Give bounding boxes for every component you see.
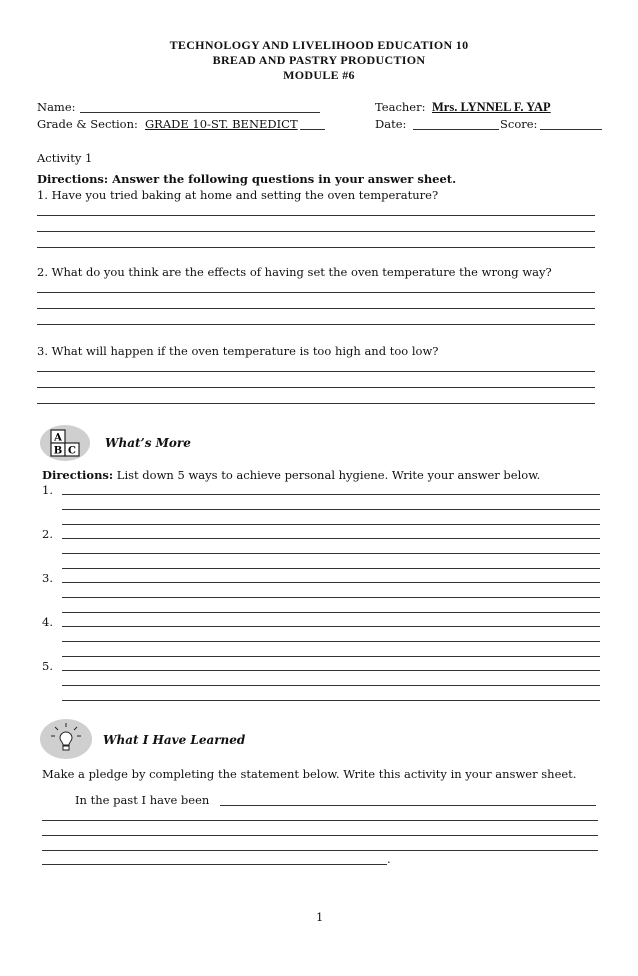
pledge-prompt: In the past I have been: [75, 793, 210, 807]
score-field[interactable]: [540, 129, 602, 130]
item-number: 2.: [42, 527, 53, 541]
answer-line[interactable]: [62, 524, 600, 525]
abc-letter: C: [68, 445, 76, 457]
answer-line[interactable]: [62, 656, 600, 657]
question-2: 2. What do you think are the effects of having set the oven temperature the wrong way?: [37, 265, 552, 279]
answer-line[interactable]: [62, 582, 600, 583]
item-number: 3.: [42, 571, 53, 585]
doc-title-line3: MODULE #6: [283, 68, 355, 82]
pledge-answer-line[interactable]: [220, 805, 596, 806]
teacher-label: Teacher:: [375, 100, 426, 114]
answer-line[interactable]: [62, 568, 600, 569]
teacher-value: Mrs. LYNNEL F. YAP: [432, 100, 551, 114]
answer-line[interactable]: [62, 685, 600, 686]
score-label: Score:: [500, 117, 538, 131]
doc-title-line1: TECHNOLOGY AND LIVELIHOOD EDUCATION 10: [169, 38, 469, 52]
grade-underline: [300, 129, 325, 130]
answer-line[interactable]: [62, 641, 600, 642]
answer-line[interactable]: [62, 626, 600, 627]
whats-more-directions: [42, 468, 540, 482]
answer-line[interactable]: [42, 864, 387, 865]
answer-line[interactable]: [42, 835, 598, 836]
learned-instruction: Make a pledge by completing the statement below. Write this activity in your answer sheet.: [42, 767, 577, 781]
question-3: 3. What will happen if the oven temperature is too high and too low?: [37, 344, 439, 358]
abc-letter: B: [53, 445, 63, 457]
name-field[interactable]: [80, 112, 320, 113]
answer-line[interactable]: [37, 403, 595, 404]
abc-blocks-icon: [40, 425, 90, 461]
answer-line[interactable]: [62, 494, 600, 495]
date-label: Date:: [375, 117, 407, 131]
answer-line[interactable]: [62, 509, 600, 510]
answer-line[interactable]: [42, 820, 598, 821]
directions-text: List down 5 ways to achieve personal hygiene. Write your answer below.: [113, 468, 541, 482]
name-label: Name:: [37, 100, 76, 114]
answer-line[interactable]: [37, 247, 595, 248]
answer-line[interactable]: [37, 324, 595, 325]
answer-line[interactable]: [37, 308, 595, 309]
item-number: 1.: [42, 483, 53, 497]
grade-value: GRADE 10-ST. BENEDICT: [145, 117, 298, 131]
item-number: 4.: [42, 615, 53, 629]
answer-line[interactable]: [37, 215, 595, 216]
answer-line[interactable]: [62, 597, 600, 598]
answer-line[interactable]: [62, 670, 600, 671]
question-1: 1. Have you tried baking at home and setting the oven temperature?: [37, 188, 439, 202]
answer-line[interactable]: [62, 612, 600, 613]
page-number: 1: [316, 910, 324, 924]
directions-label: Directions:: [42, 468, 114, 482]
answer-line[interactable]: [62, 553, 600, 554]
answer-line[interactable]: [62, 538, 600, 539]
date-field[interactable]: [413, 129, 499, 130]
activity-directions: Directions: Answer the following questions in your answer sheet.: [37, 172, 457, 186]
doc-title-line2: BREAD AND PASTRY PRODUCTION: [212, 53, 426, 67]
abc-letter: A: [54, 432, 62, 444]
grade-label: Grade & Section:: [37, 117, 138, 131]
answer-line[interactable]: [37, 292, 595, 293]
answer-line[interactable]: [37, 371, 595, 372]
answer-line[interactable]: [37, 387, 595, 388]
item-number: 5.: [42, 659, 53, 673]
end-period: .: [387, 852, 391, 866]
answer-line[interactable]: [37, 231, 595, 232]
answer-line[interactable]: [62, 700, 600, 701]
answer-line[interactable]: [42, 850, 598, 851]
section-title-learned: What I Have Learned: [103, 733, 246, 747]
lightbulb-icon: [40, 719, 92, 759]
section-title-whats-more: What’s More: [105, 436, 191, 450]
activity-title: Activity 1: [37, 151, 93, 165]
